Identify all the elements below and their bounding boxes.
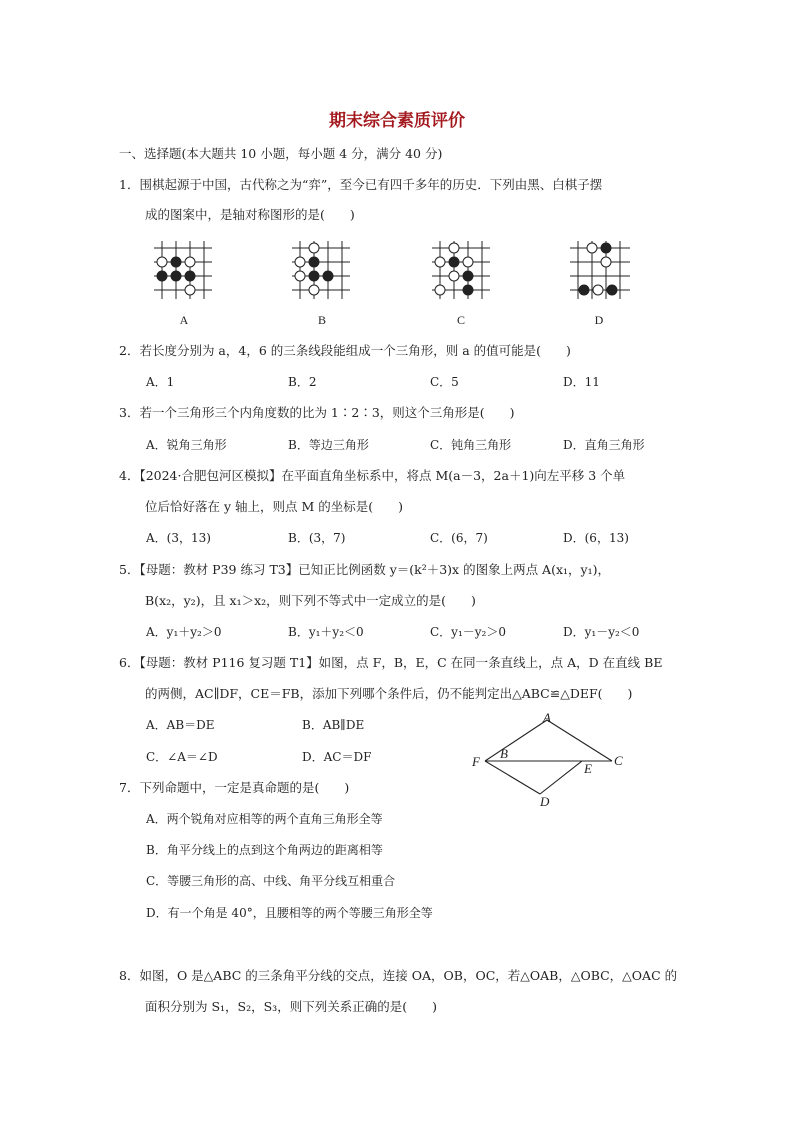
figure-label-d: D	[540, 794, 550, 809]
pattern-label-c: C	[456, 313, 466, 327]
question-6-line-2: 的两侧，AC∥DF，CE＝FB，添加下列哪个条件后，仍不能判定出△ABC≌△DEF( )	[145, 686, 633, 701]
question-5-option-a: A．y₁＋y₂＞0	[146, 625, 222, 639]
question-2-option-b: B．2	[288, 375, 317, 389]
go-pattern-a	[154, 241, 212, 299]
question-7: 7．下列命题中，一定是真命题的是( )	[119, 780, 350, 795]
question-5-line-1: 5．【母题：教材 P39 练习 T3】已知正比例函数 y＝(k²＋3)x 的图象上两点 A(x₁，y₁)，	[119, 562, 610, 577]
figure-label-e: E	[584, 761, 592, 776]
question-5-option-b: B．y₁＋y₂＜0	[288, 625, 364, 639]
question-7-option-c: C．等腰三角形的高、中线、角平分线互相重合	[146, 874, 396, 888]
question-5-option-c: C．y₁－y₂＞0	[430, 625, 506, 639]
go-patterns-figure	[140, 236, 660, 332]
question-7-option-a: A．两个锐角对应相等的两个直角三角形全等	[146, 812, 383, 826]
question-4-option-a: A．(3，13)	[146, 531, 211, 545]
question-4-line-2: 位后恰好落在 y 轴上，则点 M 的坐标是( )	[145, 499, 404, 514]
question-6-line-1: 6．【母题：教材 P116 复习题 T1】如图，点 F，B，E，C 在同一条直线上，点 A，D 在直线 BE	[119, 655, 663, 670]
pattern-label-b: B	[317, 313, 327, 327]
question-3-option-c: C．钝角三角形	[430, 438, 512, 452]
question-5-option-d: D．y₁－y₂＜0	[563, 625, 640, 639]
question-3-option-d: D．直角三角形	[563, 438, 645, 452]
figure-label-a: A	[543, 710, 551, 725]
question-6-option-b: B．AB∥DE	[302, 718, 365, 732]
question-3-option-a: A．锐角三角形	[146, 438, 227, 452]
go-pattern-c	[432, 241, 490, 299]
go-pattern-d	[570, 241, 630, 299]
question-7-option-b: B．角平分线上的点到这个角两边的距离相等	[146, 843, 383, 857]
question-8-line-1: 8．如图，O 是△ABC 的三条角平分线的交点，连接 OA，OB，OC，若△OAB，△OBC，△OAC 的	[119, 968, 678, 983]
page-title: 期末综合素质评价	[329, 111, 465, 131]
question-2-option-c: C．5	[430, 375, 459, 389]
question-3-option-b: B．等边三角形	[288, 438, 369, 452]
figure-label-c: C	[614, 753, 623, 768]
question-4-option-b: B．(3，7)	[288, 531, 346, 545]
question-1-line-2: 成的图案中，是轴对称图形的是( )	[145, 207, 355, 222]
question-7-option-d: D．有一个角是 40°，且腰相等的两个等腰三角形全等	[146, 906, 433, 920]
figure-label-b: B	[500, 746, 508, 761]
triangle-figure	[466, 708, 636, 812]
pattern-label-d: D	[594, 313, 604, 327]
pattern-label-a: A	[179, 313, 189, 327]
section-heading: 一、选择题(本大题共 10 小题，每小题 4 分，满分 40 分)	[119, 146, 443, 161]
figure-label-f: F	[472, 754, 480, 769]
question-1-line-1: 1．围棋起源于中国，古代称之为“弈”，至今已有四千多年的历史．下列由黑、白棋子摆	[119, 177, 603, 192]
question-6-option-c: C．∠A＝∠D	[146, 750, 218, 764]
question-4-line-1: 4．【2024·合肥包河区模拟】在平面直角坐标系中，将点 M(a－3，2a＋1)向左平移 3 个单	[119, 468, 626, 483]
question-6-option-d: D．AC＝DF	[302, 750, 372, 764]
question-6-option-a: A．AB＝DE	[146, 718, 215, 732]
question-2-option-d: D．11	[563, 375, 600, 389]
question-2-option-a: A．1	[146, 375, 175, 389]
question-4-option-d: D．(6，13)	[563, 531, 629, 545]
question-4-option-c: C．(6，7)	[430, 531, 488, 545]
go-pattern-b	[292, 241, 350, 299]
question-3: 3．若一个三角形三个内角度数的比为 1∶2∶3，则这个三角形是( )	[119, 405, 515, 420]
question-5-line-2: B(x₂，y₂)，且 x₁＞x₂，则下列不等式中一定成立的是( )	[145, 593, 476, 608]
question-8-line-2: 面积分别为 S₁，S₂，S₃，则下列关系正确的是( )	[145, 999, 437, 1014]
question-2: 2．若长度分别为 a，4，6 的三条线段能组成一个三角形，则 a 的值可能是( )	[119, 343, 571, 358]
